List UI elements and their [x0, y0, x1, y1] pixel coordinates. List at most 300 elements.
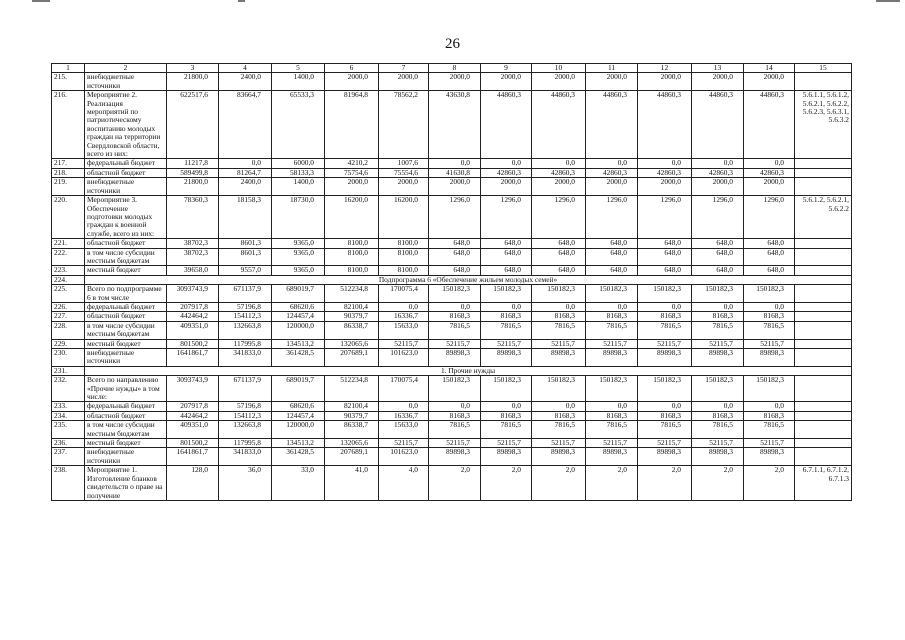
amount-cell: 89898,3 [481, 349, 532, 367]
item-description: в том числе субсидии местным бюджетам [85, 321, 167, 339]
amount-cell: 7816,5 [532, 321, 586, 339]
amount-cell: 0,0 [692, 402, 744, 411]
amount-cell: 8601,3 [219, 239, 272, 248]
amount-cell: 90379,7 [325, 312, 379, 321]
amount-cell: 18730,0 [272, 196, 325, 239]
amount-cell: 52115,7 [532, 339, 586, 348]
amount-cell: 648,0 [692, 239, 744, 248]
amount-cell: 2000,0 [379, 73, 429, 91]
amount-cell: 2000,0 [586, 178, 638, 196]
amount-cell: 648,0 [744, 266, 795, 275]
item-description: областной бюджет [85, 168, 167, 177]
amount-cell: 2000,0 [586, 73, 638, 91]
row-number: 236. [52, 439, 85, 448]
amount-cell: 7816,5 [586, 421, 638, 439]
table-row [52, 196, 852, 239]
amount-cell: 134513,2 [272, 339, 325, 348]
amount-cell: 150182,3 [692, 376, 744, 402]
amount-cell: 9365,0 [272, 248, 325, 266]
amount-cell: 170075,4 [379, 285, 429, 303]
target-indicator-refs [795, 159, 852, 168]
target-indicator-refs [795, 448, 852, 466]
table-row [52, 376, 852, 402]
amount-cell: 42860,3 [692, 168, 744, 177]
amount-cell: 81964,8 [325, 91, 379, 159]
amount-cell: 101623,0 [379, 448, 429, 466]
amount-cell: 2000,0 [325, 178, 379, 196]
amount-cell: 52115,7 [692, 439, 744, 448]
amount-cell: 52115,7 [532, 439, 586, 448]
column-number: 4 [219, 64, 272, 73]
amount-cell: 43630,8 [429, 91, 481, 159]
item-description: областной бюджет [85, 312, 167, 321]
amount-cell: 44860,3 [481, 91, 532, 159]
amount-cell: 89898,3 [532, 349, 586, 367]
amount-cell: 120000,0 [272, 321, 325, 339]
amount-cell: 3093743,9 [167, 285, 219, 303]
amount-cell: 512234,8 [325, 376, 379, 402]
amount-cell: 36,0 [219, 466, 272, 501]
amount-cell: 89898,3 [586, 448, 638, 466]
amount-cell: 21800,0 [167, 73, 219, 91]
amount-cell: 16200,0 [379, 196, 429, 239]
amount-cell: 7816,5 [744, 421, 795, 439]
amount-cell: 7816,5 [692, 321, 744, 339]
item-description: внебюджетные источники [85, 178, 167, 196]
amount-cell: 622517,6 [167, 91, 219, 159]
amount-cell: 42860,3 [586, 168, 638, 177]
amount-cell: 16200,0 [325, 196, 379, 239]
amount-cell: 2000,0 [325, 73, 379, 91]
amount-cell: 1296,0 [532, 196, 586, 239]
table-row [52, 91, 852, 159]
amount-cell: 648,0 [586, 239, 638, 248]
amount-cell: 2,0 [481, 466, 532, 501]
amount-cell: 42860,3 [744, 168, 795, 177]
section-title: 1. Прочие нужды [85, 366, 852, 375]
table-row [52, 266, 852, 275]
amount-cell: 8601,3 [219, 248, 272, 266]
row-number: 224. [52, 275, 85, 284]
amount-cell: 150182,3 [744, 285, 795, 303]
table-row [52, 411, 852, 420]
amount-cell: 0,0 [532, 159, 586, 168]
amount-cell: 361428,5 [272, 349, 325, 367]
column-number: 10 [532, 64, 586, 73]
amount-cell: 52115,7 [638, 339, 692, 348]
row-number: 220. [52, 196, 85, 239]
amount-cell: 8168,3 [586, 312, 638, 321]
amount-cell: 341833,0 [219, 349, 272, 367]
amount-cell: 78360,3 [167, 196, 219, 239]
amount-cell: 90379,7 [325, 411, 379, 420]
amount-cell: 648,0 [532, 239, 586, 248]
column-number: 2 [85, 64, 167, 73]
amount-cell: 7816,5 [744, 321, 795, 339]
amount-cell: 648,0 [532, 266, 586, 275]
amount-cell: 1296,0 [481, 196, 532, 239]
table-row [52, 73, 852, 91]
item-description: внебюджетные источники [85, 349, 167, 367]
item-description: местный бюджет [85, 266, 167, 275]
amount-cell: 1641861,7 [167, 448, 219, 466]
amount-cell: 38702,3 [167, 248, 219, 266]
target-indicator-refs [795, 168, 852, 177]
amount-cell: 6000,0 [272, 159, 325, 168]
row-number: 230. [52, 349, 85, 367]
amount-cell: 8168,3 [638, 411, 692, 420]
amount-cell: 2,0 [692, 466, 744, 501]
amount-cell: 89898,3 [692, 448, 744, 466]
amount-cell: 648,0 [429, 239, 481, 248]
amount-cell: 2000,0 [379, 178, 429, 196]
target-indicator-refs [795, 402, 852, 411]
amount-cell: 154112,3 [219, 312, 272, 321]
amount-cell: 207689,1 [325, 349, 379, 367]
row-number: 217. [52, 159, 85, 168]
amount-cell: 2000,0 [692, 178, 744, 196]
amount-cell: 8168,3 [692, 312, 744, 321]
amount-cell: 589499,8 [167, 168, 219, 177]
target-indicator-refs [795, 349, 852, 367]
amount-cell: 7816,5 [586, 321, 638, 339]
row-number: 218. [52, 168, 85, 177]
table-row [52, 339, 852, 348]
column-number: 8 [429, 64, 481, 73]
amount-cell: 648,0 [638, 248, 692, 266]
amount-cell: 1641861,7 [167, 349, 219, 367]
amount-cell: 0,0 [586, 302, 638, 311]
amount-cell: 86338,7 [325, 421, 379, 439]
amount-cell: 89898,3 [429, 448, 481, 466]
amount-cell: 2000,0 [638, 178, 692, 196]
amount-cell: 18158,3 [219, 196, 272, 239]
row-number: 215. [52, 73, 85, 91]
amount-cell: 8168,3 [429, 411, 481, 420]
amount-cell: 341833,0 [219, 448, 272, 466]
amount-cell: 89898,3 [532, 448, 586, 466]
amount-cell: 44860,3 [586, 91, 638, 159]
item-description: Мероприятие 3. Обеспечение подготовки молодых граждан к военной службе, всего из них: [85, 196, 167, 239]
row-number: 226. [52, 302, 85, 311]
row-number: 238. [52, 466, 85, 501]
table-row [52, 421, 852, 439]
amount-cell: 648,0 [744, 248, 795, 266]
item-description: областной бюджет [85, 411, 167, 420]
amount-cell: 2400,0 [219, 73, 272, 91]
amount-cell: 9557,0 [219, 266, 272, 275]
amount-cell: 7816,5 [692, 421, 744, 439]
amount-cell: 8168,3 [481, 411, 532, 420]
row-number: 223. [52, 266, 85, 275]
amount-cell: 7816,5 [481, 321, 532, 339]
amount-cell: 89898,3 [692, 349, 744, 367]
amount-cell: 44860,3 [692, 91, 744, 159]
amount-cell: 44860,3 [532, 91, 586, 159]
amount-cell: 2000,0 [692, 73, 744, 91]
item-description: Всего по подпрограмме 6 в том числе [85, 285, 167, 303]
amount-cell: 15633,0 [379, 321, 429, 339]
amount-cell: 150182,3 [586, 376, 638, 402]
amount-cell: 0,0 [379, 402, 429, 411]
target-indicator-refs [795, 321, 852, 339]
amount-cell: 170075,4 [379, 376, 429, 402]
amount-cell: 8100,0 [325, 266, 379, 275]
amount-cell: 8100,0 [325, 248, 379, 266]
amount-cell: 2000,0 [481, 178, 532, 196]
row-number: 237. [52, 448, 85, 466]
amount-cell: 52115,7 [429, 339, 481, 348]
amount-cell: 8168,3 [532, 312, 586, 321]
row-number: 234. [52, 411, 85, 420]
amount-cell: 117995,8 [219, 339, 272, 348]
amount-cell: 52115,7 [744, 439, 795, 448]
amount-cell: 648,0 [744, 239, 795, 248]
amount-cell: 33,0 [272, 466, 325, 501]
amount-cell: 68620,6 [272, 402, 325, 411]
amount-cell: 120000,0 [272, 421, 325, 439]
target-indicator-refs [795, 73, 852, 91]
amount-cell: 0,0 [638, 402, 692, 411]
amount-cell: 1007,6 [379, 159, 429, 168]
amount-cell: 671137,9 [219, 376, 272, 402]
amount-cell: 124457,4 [272, 312, 325, 321]
item-description: местный бюджет [85, 339, 167, 348]
item-description: Мероприятие 1. Изготовление бланков свидетельств о праве на получение [85, 466, 167, 501]
amount-cell: 58133,3 [272, 168, 325, 177]
amount-cell: 41,0 [325, 466, 379, 501]
amount-cell: 52115,7 [744, 339, 795, 348]
amount-cell: 150182,3 [429, 285, 481, 303]
item-description: внебюджетные источники [85, 73, 167, 91]
amount-cell: 89898,3 [481, 448, 532, 466]
section-row [52, 275, 852, 284]
amount-cell: 0,0 [481, 159, 532, 168]
amount-cell: 57196,8 [219, 402, 272, 411]
amount-cell: 0,0 [744, 402, 795, 411]
amount-cell: 52115,7 [379, 439, 429, 448]
target-indicator-refs [795, 285, 852, 303]
amount-cell: 409351,0 [167, 421, 219, 439]
column-number-row [52, 64, 852, 73]
target-indicator-refs [795, 439, 852, 448]
amount-cell: 0,0 [586, 159, 638, 168]
amount-cell: 44860,3 [638, 91, 692, 159]
amount-cell: 0,0 [429, 159, 481, 168]
amount-cell: 8168,3 [586, 411, 638, 420]
amount-cell: 8168,3 [481, 312, 532, 321]
amount-cell: 57196,8 [219, 302, 272, 311]
amount-cell: 648,0 [586, 266, 638, 275]
amount-cell: 2,0 [532, 466, 586, 501]
row-number: 235. [52, 421, 85, 439]
target-indicator-refs [795, 339, 852, 348]
amount-cell: 81264,7 [219, 168, 272, 177]
amount-cell: 150182,3 [586, 285, 638, 303]
amount-cell: 41630,8 [429, 168, 481, 177]
amount-cell: 0,0 [744, 302, 795, 311]
target-indicator-refs [795, 266, 852, 275]
amount-cell: 4,0 [379, 466, 429, 501]
column-number: 11 [586, 64, 638, 73]
scan-mark [876, 0, 900, 2]
amount-cell: 207689,1 [325, 448, 379, 466]
target-indicator-refs [795, 178, 852, 196]
amount-cell: 21800,0 [167, 178, 219, 196]
amount-cell: 2000,0 [481, 73, 532, 91]
amount-cell: 0,0 [429, 302, 481, 311]
amount-cell: 11217,8 [167, 159, 219, 168]
amount-cell: 4210,2 [325, 159, 379, 168]
amount-cell: 0,0 [638, 302, 692, 311]
row-number: 231. [52, 366, 85, 375]
target-indicator-refs: 5.6.1.1, 5.6.1.2, 5.6.2.1, 5.6.2.2, 5.6.2.3, 5.6.3.1, 5.6.3.2 [795, 91, 852, 159]
item-description: федеральный бюджет [85, 159, 167, 168]
amount-cell: 75754,6 [325, 168, 379, 177]
item-description: местный бюджет [85, 439, 167, 448]
amount-cell: 9365,0 [272, 239, 325, 248]
column-number: 1 [52, 64, 85, 73]
column-number: 13 [692, 64, 744, 73]
amount-cell: 8168,3 [744, 411, 795, 420]
amount-cell: 150182,3 [532, 376, 586, 402]
amount-cell: 689019,7 [272, 285, 325, 303]
row-number: 221. [52, 239, 85, 248]
amount-cell: 1296,0 [692, 196, 744, 239]
amount-cell: 38702,3 [167, 239, 219, 248]
target-indicator-refs [795, 376, 852, 402]
column-number: 15 [795, 64, 852, 73]
amount-cell: 801500,2 [167, 439, 219, 448]
amount-cell: 442464,2 [167, 411, 219, 420]
amount-cell: 0,0 [638, 159, 692, 168]
target-indicator-refs [795, 248, 852, 266]
amount-cell: 0,0 [692, 302, 744, 311]
amount-cell: 52115,7 [638, 439, 692, 448]
amount-cell: 82100,4 [325, 302, 379, 311]
amount-cell: 361428,5 [272, 448, 325, 466]
amount-cell: 0,0 [481, 402, 532, 411]
amount-cell: 132663,8 [219, 421, 272, 439]
amount-cell: 648,0 [638, 239, 692, 248]
table-row [52, 239, 852, 248]
amount-cell: 0,0 [692, 159, 744, 168]
column-number: 7 [379, 64, 429, 73]
amount-cell: 7816,5 [429, 421, 481, 439]
amount-cell: 7816,5 [429, 321, 481, 339]
amount-cell: 52115,7 [481, 439, 532, 448]
amount-cell: 89898,3 [586, 349, 638, 367]
item-description: в том числе субсидии местным бюджетам [85, 248, 167, 266]
row-number: 216. [52, 91, 85, 159]
table-row [52, 312, 852, 321]
row-number: 219. [52, 178, 85, 196]
amount-cell: 1400,0 [272, 73, 325, 91]
amount-cell: 2000,0 [532, 178, 586, 196]
table-row [52, 159, 852, 168]
amount-cell: 2,0 [638, 466, 692, 501]
target-indicator-refs [795, 302, 852, 311]
amount-cell: 648,0 [692, 248, 744, 266]
amount-cell: 801500,2 [167, 339, 219, 348]
amount-cell: 8100,0 [379, 239, 429, 248]
table-row [52, 285, 852, 303]
amount-cell: 2000,0 [532, 73, 586, 91]
item-description: областной бюджет [85, 239, 167, 248]
amount-cell: 65533,3 [272, 91, 325, 159]
amount-cell: 207917,8 [167, 302, 219, 311]
row-number: 232. [52, 376, 85, 402]
target-indicator-refs [795, 421, 852, 439]
amount-cell: 89898,3 [429, 349, 481, 367]
section-row [52, 366, 852, 375]
amount-cell: 2,0 [586, 466, 638, 501]
amount-cell: 124457,4 [272, 411, 325, 420]
amount-cell: 150182,3 [481, 285, 532, 303]
amount-cell: 0,0 [744, 159, 795, 168]
amount-cell: 409351,0 [167, 321, 219, 339]
row-number: 228. [52, 321, 85, 339]
amount-cell: 1296,0 [638, 196, 692, 239]
amount-cell: 648,0 [481, 248, 532, 266]
amount-cell: 7816,5 [638, 421, 692, 439]
amount-cell: 52115,7 [429, 439, 481, 448]
amount-cell: 207917,8 [167, 402, 219, 411]
amount-cell: 7816,5 [638, 321, 692, 339]
budget-table [51, 63, 852, 501]
amount-cell: 42860,3 [638, 168, 692, 177]
column-number: 9 [481, 64, 532, 73]
amount-cell: 1296,0 [744, 196, 795, 239]
amount-cell: 0,0 [532, 402, 586, 411]
amount-cell: 134513,2 [272, 439, 325, 448]
amount-cell: 0,0 [379, 302, 429, 311]
table-row [52, 402, 852, 411]
column-number: 14 [744, 64, 795, 73]
scan-mark [32, 0, 50, 2]
amount-cell: 8100,0 [379, 248, 429, 266]
row-number: 227. [52, 312, 85, 321]
amount-cell: 52115,7 [481, 339, 532, 348]
amount-cell: 3093743,9 [167, 376, 219, 402]
amount-cell: 2000,0 [744, 178, 795, 196]
item-description: Мероприятие 2. Реализация мероприятий по патриотическому воспитанию молодых граждан на территории Свердловской области, всего из них: [85, 91, 167, 159]
row-number: 229. [52, 339, 85, 348]
target-indicator-refs: 5.6.1.2, 5.6.2.1, 5.6.2.2 [795, 196, 852, 239]
amount-cell: 68620,6 [272, 302, 325, 311]
item-description: федеральный бюджет [85, 302, 167, 311]
amount-cell: 689019,7 [272, 376, 325, 402]
amount-cell: 132065,6 [325, 339, 379, 348]
amount-cell: 128,0 [167, 466, 219, 501]
amount-cell: 2000,0 [429, 178, 481, 196]
amount-cell: 52115,7 [586, 439, 638, 448]
amount-cell: 0,0 [219, 159, 272, 168]
amount-cell: 150182,3 [744, 376, 795, 402]
amount-cell: 117995,8 [219, 439, 272, 448]
amount-cell: 648,0 [481, 266, 532, 275]
item-description: Всего по направлению «Прочие нужды» в том числе: [85, 376, 167, 402]
amount-cell: 150182,3 [692, 285, 744, 303]
amount-cell: 39658,0 [167, 266, 219, 275]
amount-cell: 150182,3 [532, 285, 586, 303]
amount-cell: 78562,2 [379, 91, 429, 159]
amount-cell: 0,0 [429, 402, 481, 411]
amount-cell: 154112,3 [219, 411, 272, 420]
amount-cell: 89898,3 [638, 448, 692, 466]
scan-mark [238, 0, 245, 2]
amount-cell: 648,0 [429, 248, 481, 266]
